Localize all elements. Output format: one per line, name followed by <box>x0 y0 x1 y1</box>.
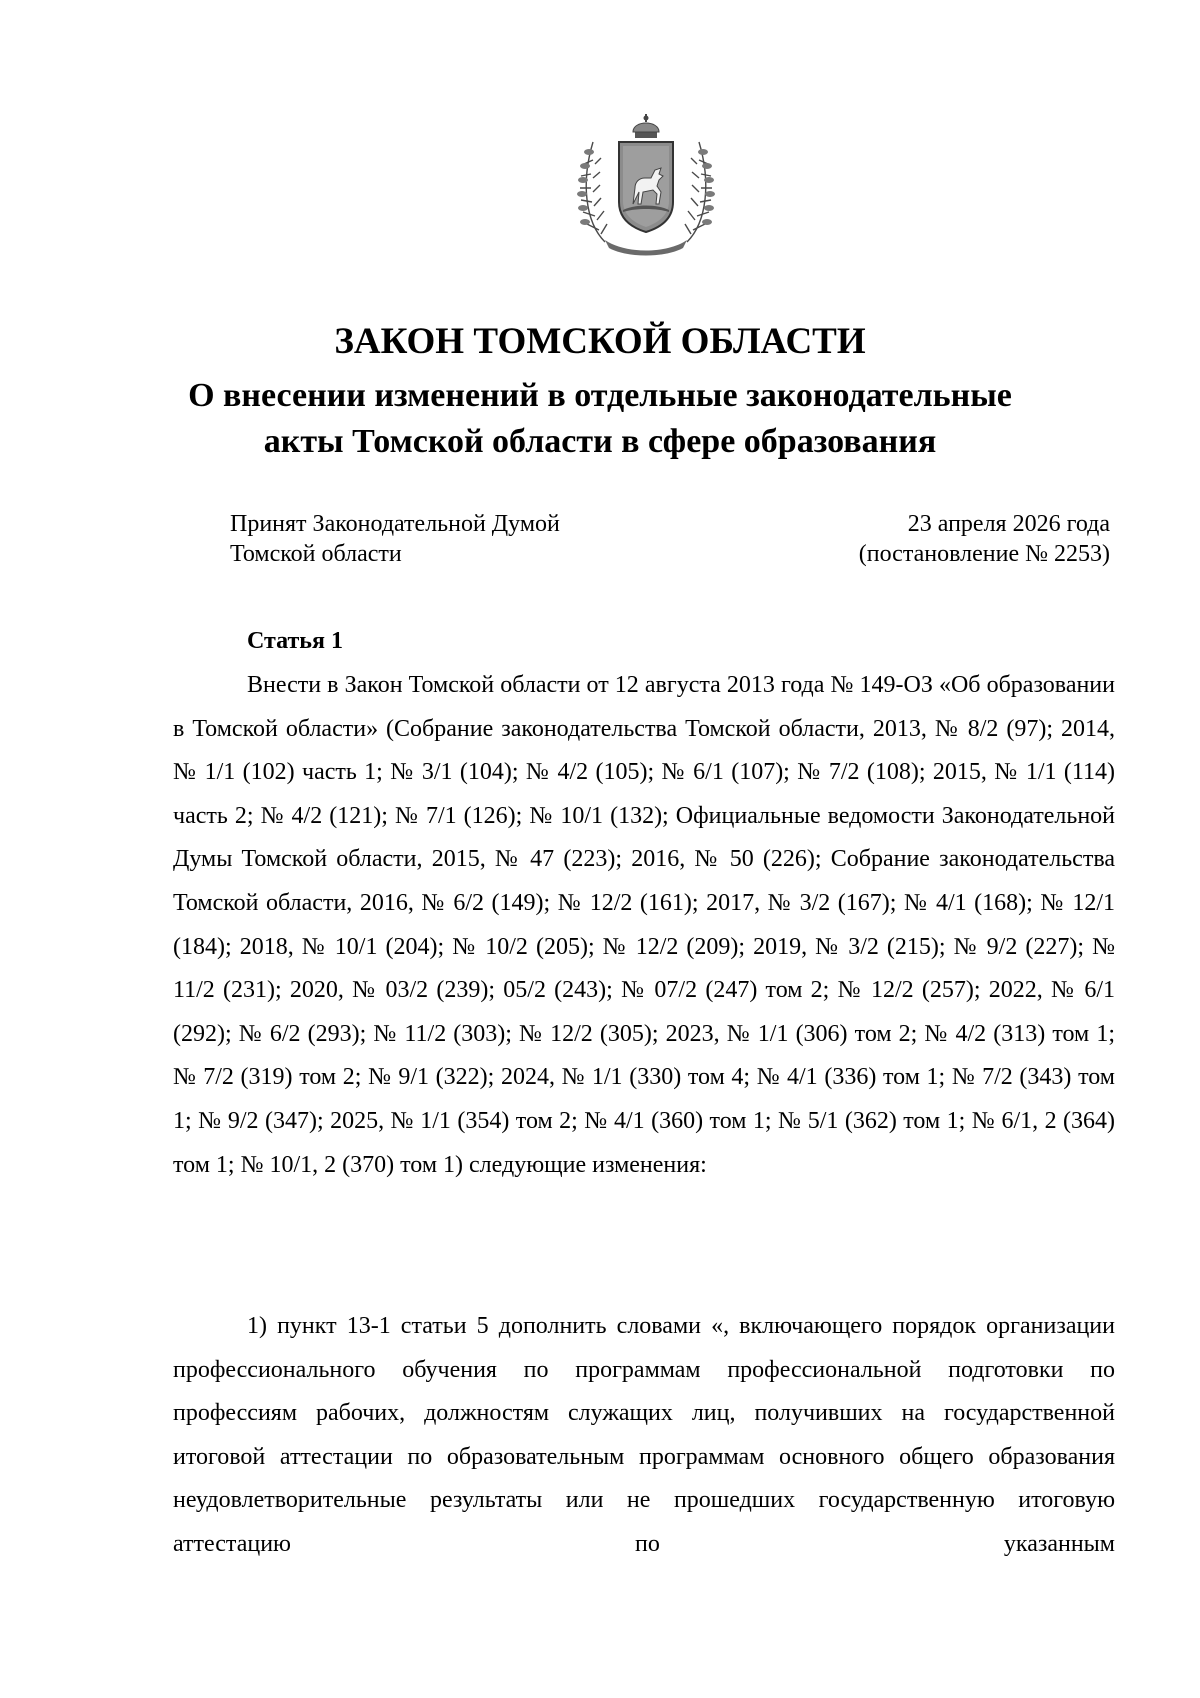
resolution-number: (постановление № 2253) <box>858 541 1110 567</box>
adoption-body-line-1: Принят Законодательной Думой <box>230 511 560 537</box>
adoption-body <box>230 509 560 569</box>
article-paragraph-2: 1) пункт 13-1 статьи 5 дополнить словами «, включающего порядок организации профессионального обучения по программам профессиональной подготовки по профессиям рабочих, должностям служащих лиц, получивших на государственной итоговой аттестации по образовательным программам основного общего образования неудовлетворительные результаты или не прошедших государственную итоговую аттестацию по указанным <box>173 1313 1115 1557</box>
subtitle-line-2: акты Томской области в сфере образования <box>263 423 937 460</box>
subtitle-line-1: О внесении изменений в отдельные законодательные <box>188 377 1012 414</box>
tomsk-region-coat-of-arms-icon <box>575 112 717 258</box>
document-subtitle <box>0 373 1200 465</box>
adoption-body-line-2: Томской области <box>230 541 402 567</box>
adoption-date <box>859 509 1110 569</box>
adoption-date-line: 23 апреля 2026 года <box>907 511 1110 537</box>
article-heading: Статья 1 <box>247 628 343 654</box>
article-paragraph-1: Внести в Закон Томской области от 12 августа 2013 года № 149-ОЗ «Об образовании в Томской области» (Собрание законодательства Томской области, 2013, № 8/2 (97); 2014, № 1/1 (102) часть 1; № 3/1 (104); № 4/2 (105); № 6/1 (107); № 7/2 (108); 2015, № 1/1 (114) часть 2; № 4/2 (121); № 7/1 (126); № 10/1 (132); Официальные ведомости Законодательной Думы Томской области, 2015, № 47 (223); 2016, № 50 (226); Собрание законодательства Томской области, 2016, № 6/2 (149); № 12/2 (161); 2017, № 3/2 (167); № 4/1 (168); № 12/1 (184); 2018, № 10/1 (204); № 10/2 (205); № 12/2 (209); 2019, № 3/2 (215); № 9/2 (227); № 11/2 (231); 2020, № 03/2 (239); 05/2 (243); № 07/2 (247) том 2; № 12/2 (257); 2022, № 6/1 (292); № 6/2 (293); № 11/2 (303); № 12/2 (305); 2023, № 1/1 (306) том 2; № 4/2 (313) том 1; № 7/2 (319) том 2; № 9/1 (322); 2024, № 1/1 (330) том 4; № 4/1 (336) том 1; № 7/2 (343) том 1; № 9/2 (347); 2025, № 1/1 (354) том 2; № 4/1 (360) том 1; № 5/1 (362) том 1; № 6/1, 2 (364) том 1; № 10/1, 2 (370) том 1) следующие изменения: <box>173 672 1115 1178</box>
document-title: ЗАКОН ТОМСКОЙ ОБЛАСТИ <box>334 321 866 362</box>
